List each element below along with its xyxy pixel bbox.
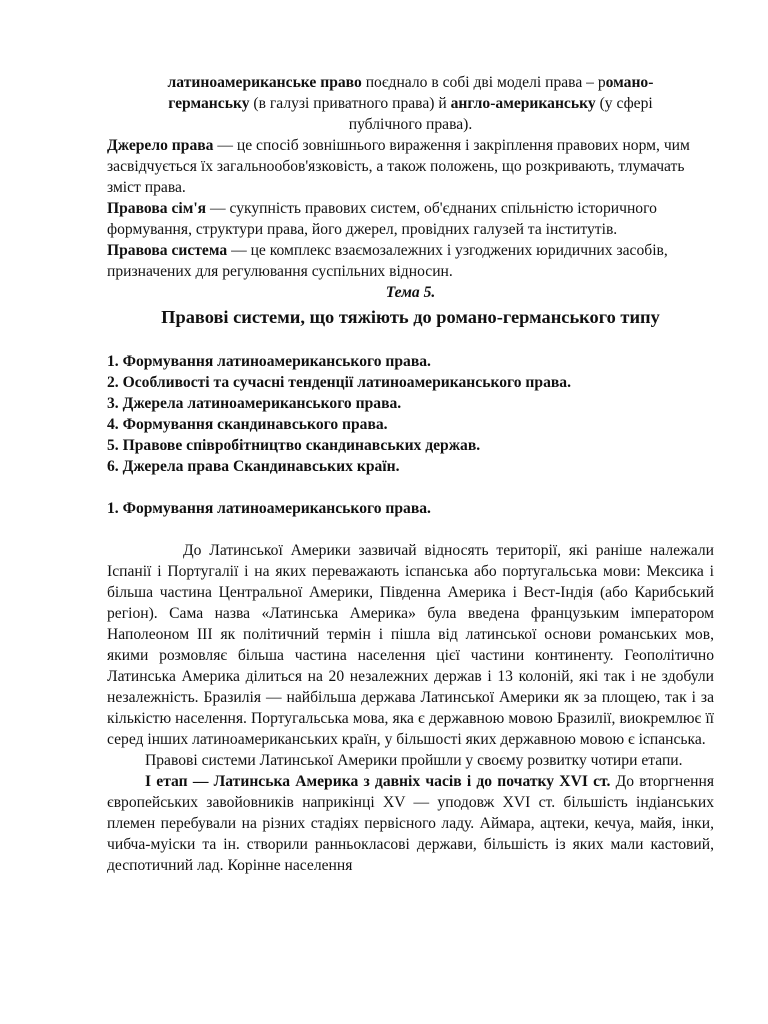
section-heading: 1. Формування латиноамериканського права.: [107, 500, 431, 517]
intro-text-1: поєднало в собі дві моделі права – р: [361, 74, 606, 91]
stage-text: До вторгнення європейських завойовників наприкінці XV — уподовж XVI ст. більшість індіанських племен перебували на різних стадіях первісного ладу. Аймара, ацтеки, кечуа, майя, інки, чибча-муіски та ін. створили ранньокласові держави, більшість із яких мали кастовий, деспотичний лад. Корінне населення: [107, 773, 715, 874]
plan-item: 2. Особливості та сучасні тенденції латиноамериканського права.: [107, 374, 571, 391]
body-paragraph-stage-1: [107, 771, 714, 876]
intro-text-3: (у сфері публічного права).: [348, 95, 653, 133]
definition-text: — це спосіб зовнішнього вираження і закріплення правових норм, чим засвідчується їх загальнообов'язковість, а також положень, що розкривають, тлумачать зміст права.: [107, 137, 690, 196]
plan-item: 5. Правове співробітництво скандинавських держав.: [107, 437, 481, 454]
definition-term: Правова сім'я: [107, 200, 207, 217]
definition-term: Джерело права: [107, 137, 214, 154]
topic-title: Правові системи, що тяжіють до романо-германського типу: [161, 307, 660, 327]
topic-plan-list: [107, 351, 714, 477]
intro-bold-anglo-american: англо-американську: [450, 95, 596, 112]
plan-item: 3. Джерела латиноамериканського права.: [107, 395, 402, 412]
body-paragraph: До Латинської Америки зазвичай відносять території, які раніше належали Іспанії і Португалії і на яких переважають іспанська або португальська мови: Мексика і більша частина Центральної Америки, Південна Америка і Вест-Індія (або Карибський регіон). Сама назва «Латинська Америка» була введена французьким імператором Наполеоном III як політичний термін і пішла від латинської основи романських мов, якими розмовляє більша частина населення цієї частини континенту. Геополітично Латинська Америка ділиться на 20 незалежних держав і 13 колоній, які так і не здобули незалежність. Бразилія — найбільша держава Латинської Америки як за площею, так і за кількістю населення. Португальська мова, яка є державною мовою Бразилії, виокремлює її серед інших латиноамериканських країн, у більшості яких державною мовою є іспанська.: [107, 542, 714, 748]
document-page: [107, 72, 714, 876]
plan-item: 4. Формування скандинавського права.: [107, 416, 388, 433]
plan-item: 1. Формування латиноамериканського права.: [107, 353, 431, 370]
definition-text: — це комплекс взаємозалежних і узгоджених юридичних засобів, призначених для регулювання суспільних відносин.: [107, 242, 668, 280]
body-paragraph: Правові системи Латинської Америки пройшли у своєму розвитку чотири етапи.: [145, 752, 683, 769]
plan-item: 6. Джерела права Скандинавських країн.: [107, 458, 400, 475]
definition-text: — сукупність правових систем, об'єднаних спільністю історичного формування, структури права, його джерел, провідних галузей та інститутів.: [107, 200, 657, 238]
intro-text-2: (в галузі приватного права) й: [249, 95, 451, 112]
definition-legal-family: [107, 198, 714, 240]
definition-source-of-law: [107, 135, 714, 198]
topic-label: Тема 5.: [385, 284, 436, 301]
definition-term: Правова система: [107, 242, 228, 259]
intro-bold-latin-american-law: латиноамериканське право: [167, 74, 362, 91]
intro-paragraph: [107, 72, 714, 135]
definition-legal-system: [107, 240, 714, 282]
intro-bold-romano-germanic: омано-германську: [168, 74, 654, 112]
stage-heading: I етап — Латинська Америка з давніх часів і до початку XVI ст.: [145, 773, 611, 790]
